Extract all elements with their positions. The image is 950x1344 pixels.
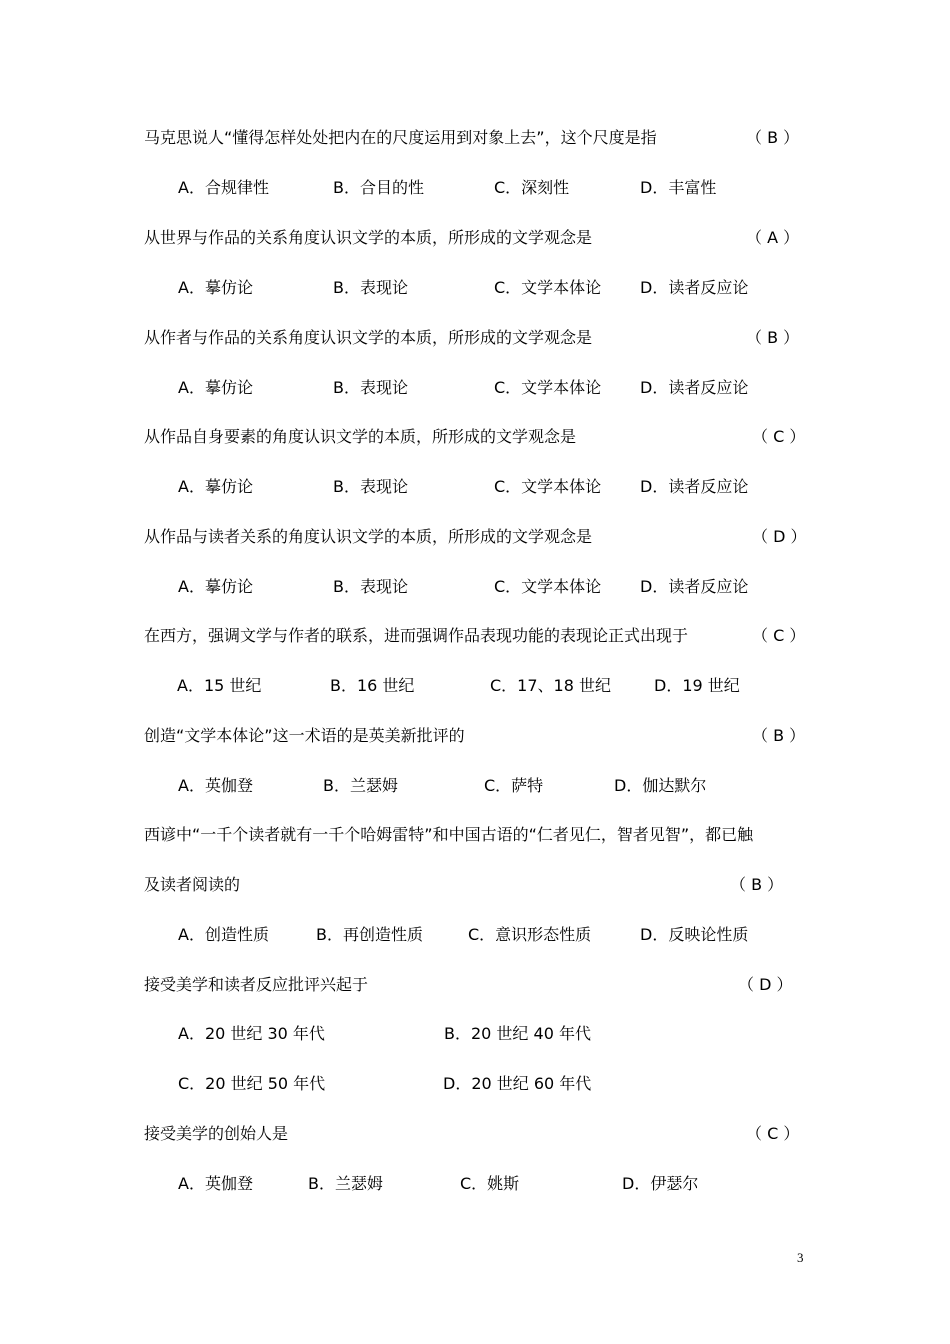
option-a: A．摹仿论 (178, 278, 253, 297)
option-c: C．萨特 (484, 776, 544, 795)
answer-bracket: （ B ） (730, 875, 784, 894)
option-c: C．姚斯 (460, 1174, 520, 1193)
option-d: D．伊瑟尔 (622, 1174, 699, 1193)
option-c: C．意识形态性质 (468, 925, 592, 944)
option-a: A．摹仿论 (178, 577, 253, 596)
answer-bracket: （ C ） (746, 1124, 800, 1143)
option-b: B．合目的性 (333, 178, 424, 197)
answer-bracket: （ D ） (738, 975, 793, 994)
option-c: C．文学本体论 (494, 378, 602, 397)
option-c: C．文学本体论 (494, 577, 602, 596)
option-c: C．深刻性 (494, 178, 570, 197)
option-d: D．读者反应论 (640, 577, 749, 596)
question-stem: 从作品与读者关系的角度认识文学的本质，所形成的文学观念是 (144, 527, 593, 546)
answer-bracket: （ D ） (752, 527, 807, 546)
answer-bracket: （ B ） (746, 328, 800, 347)
question-stem: 从世界与作品的关系角度认识文学的本质，所形成的文学观念是 (144, 228, 593, 247)
question-stem: 从作者与作品的关系角度认识文学的本质，所形成的文学观念是 (144, 328, 593, 347)
question-stem: 创造“文学本体论”这一术语的是英美新批评的 (144, 726, 465, 745)
option-c: C．文学本体论 (494, 278, 602, 297)
option-d: D．伽达默尔 (614, 776, 707, 795)
option-b: B．表现论 (333, 278, 408, 297)
option-a: A．创造性质 (178, 925, 269, 944)
option-b: B．表现论 (333, 477, 408, 496)
question-stem: 西谚中“一千个读者就有一千个哈姆雷特”和中国古语的“仁者见仁，智者见智”，都已触 (144, 825, 754, 844)
option-b: B．16 世纪 (330, 676, 415, 695)
option-c: C．文学本体论 (494, 477, 602, 496)
option-a: A．20 世纪 30 年代 (178, 1024, 325, 1043)
option-c: C．20 世纪 50 年代 (178, 1074, 326, 1093)
option-b: B．兰瑟姆 (308, 1174, 383, 1193)
answer-bracket: （ B ） (746, 128, 800, 147)
question-stem: 接受美学的创始人是 (144, 1124, 289, 1143)
option-a: A．摹仿论 (178, 477, 253, 496)
option-b: B．兰瑟姆 (323, 776, 398, 795)
question-stem: 从作品自身要素的角度认识文学的本质，所形成的文学观念是 (144, 427, 577, 446)
option-a: A．英伽登 (178, 776, 253, 795)
option-a: A．15 世纪 (177, 676, 262, 695)
option-a: A．合规律性 (178, 178, 269, 197)
option-d: D．读者反应论 (640, 278, 749, 297)
question-stem: 在西方，强调文学与作者的联系，进而强调作品表现功能的表现论正式出现于 (144, 626, 689, 645)
option-d: D．19 世纪 (654, 676, 740, 695)
option-b: B．再创造性质 (316, 925, 423, 944)
question-stem: 马克思说人“懂得怎样处处把内在的尺度运用到对象上去”，这个尺度是指 (144, 128, 657, 147)
option-a: A．英伽登 (178, 1174, 253, 1193)
option-d: D．读者反应论 (640, 477, 749, 496)
option-d: D．反映论性质 (640, 925, 749, 944)
answer-bracket: （ C ） (752, 427, 806, 446)
answer-bracket: （ B ） (752, 726, 806, 745)
option-a: A．摹仿论 (178, 378, 253, 397)
option-d: D．读者反应论 (640, 378, 749, 397)
page-number: 3 (797, 1250, 804, 1265)
option-b: B．20 世纪 40 年代 (444, 1024, 591, 1043)
question-stem-continued: 及读者阅读的 (144, 875, 241, 894)
option-b: B．表现论 (333, 577, 408, 596)
answer-bracket: （ A ） (746, 228, 800, 247)
question-stem: 接受美学和读者反应批评兴起于 (144, 975, 369, 994)
option-c: C．17、18 世纪 (490, 676, 611, 695)
answer-bracket: （ C ） (752, 626, 806, 645)
option-d: D．20 世纪 60 年代 (443, 1074, 592, 1093)
option-d: D．丰富性 (640, 178, 717, 197)
option-b: B．表现论 (333, 378, 408, 397)
